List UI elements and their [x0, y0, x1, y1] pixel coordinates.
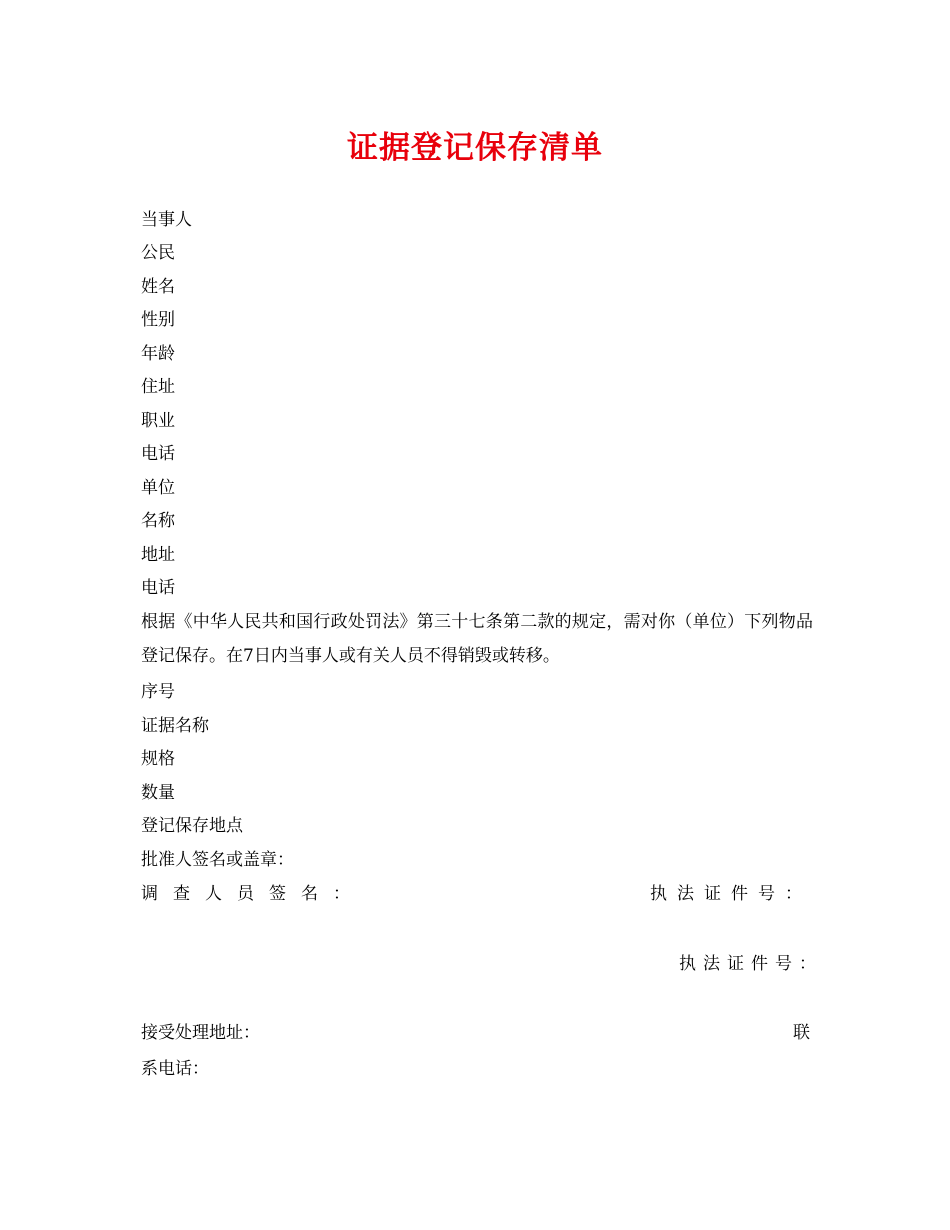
field-label-storage-location: 登记保存地点: [141, 816, 243, 836]
field-label-phone: 电话: [141, 444, 175, 464]
field-label-approver-signature: 批准人签名或盖章：: [141, 850, 294, 870]
investigator-signature-label: 调查人员签名：: [141, 884, 365, 904]
document-title: 证据登记保存清单: [347, 130, 603, 166]
receive-address-label: 接受处理地址：: [141, 1023, 260, 1043]
enforcement-id-label-2: 执法证件号：: [679, 954, 823, 974]
field-label-evidence-name: 证据名称: [141, 716, 209, 736]
field-label-occupation: 职业: [141, 411, 175, 431]
field-label-quantity: 数量: [141, 783, 175, 803]
field-label-unit-phone: 电话: [141, 578, 175, 598]
field-label-party: 当事人: [141, 210, 192, 230]
field-label-unit-address: 地址: [141, 545, 175, 565]
notice-paragraph: 根据《中华人民共和国行政处罚法》第三十七条第二款的规定，需对你（单位）下列物品登记保存。在7日内当事人或有关人员不得销毁或转移。: [141, 612, 813, 666]
enforcement-id-label-1: 执法证件号：: [650, 884, 812, 904]
field-label-unit-name: 名称: [141, 511, 175, 531]
field-label-citizen: 公民: [141, 243, 175, 263]
field-label-address: 住址: [141, 377, 175, 397]
field-label-age: 年龄: [141, 344, 175, 364]
field-label-specification: 规格: [141, 749, 175, 769]
field-label-name: 姓名: [141, 277, 175, 297]
contact-phone-label: 系电话：: [141, 1059, 209, 1079]
contact-prefix-label: 联: [793, 1023, 810, 1043]
field-label-serial-number: 序号: [141, 682, 175, 702]
field-label-gender: 性别: [141, 310, 175, 330]
field-label-unit: 单位: [141, 478, 175, 498]
